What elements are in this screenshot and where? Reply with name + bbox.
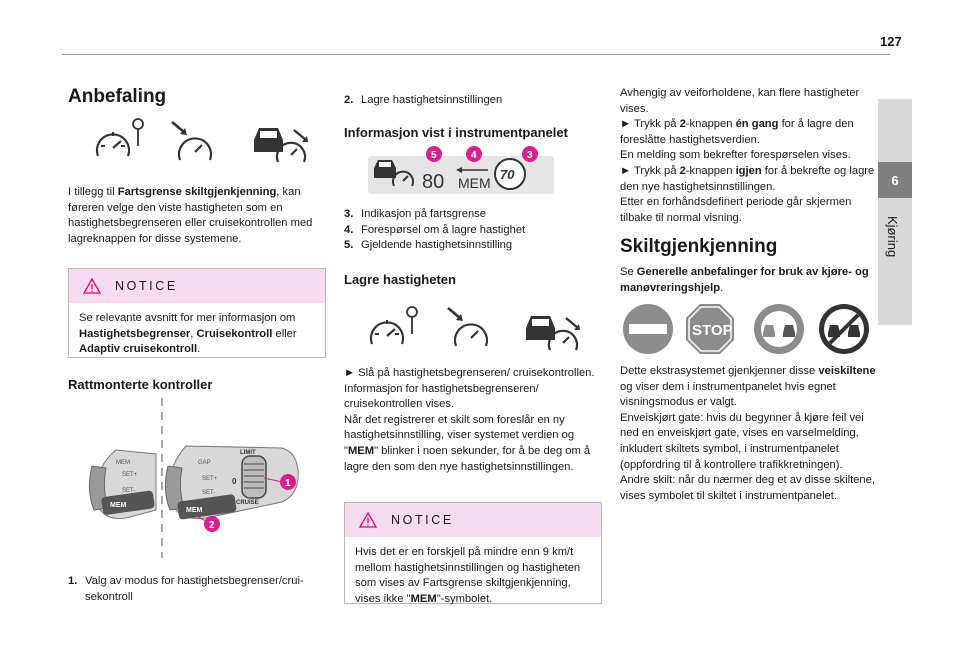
skiltgjenkjenning-body: Dette ekstrasystemet gjenkjenner disse veiskiltene og viser dem i instrumentpanelet hvis egnet visningsmodus er valgt. Enveiskjørt gate: hvis du begynner å kjøre feil vei ned en enveiskjørt gate, vises en varselmelding, inkludert skiltets symbol, i instrumentpanelet (oppfordring til å kontrollere trafikkretningen). Andre skilt: når du nærmer deg et av disse skiltene, vises symbolet til skiltet i instrumentpanelet. <box>620 365 876 502</box>
list-item-1: 1. Valg av modus for hastighetsbegrenser/crui-sekontroll <box>68 575 304 603</box>
steering-lever-illustration <box>86 398 326 558</box>
svg-text:SET-: SET- <box>202 490 216 496</box>
acc-speedometer-icon <box>250 118 312 166</box>
list-item: 4. Forespørsel om å lagre hastighet <box>344 223 526 236</box>
list-item: 5. Gjeldende hastighetsinnstilling <box>344 239 513 252</box>
top-rule <box>62 54 890 55</box>
svg-text:CRUISE: CRUISE <box>236 500 259 506</box>
section-title-anbefaling: Anbefaling <box>68 86 167 107</box>
anbefaling-intro: I tillegg til Fartsgrense skiltgjenkjenning, kan føreren velge den viste hastigheten som en hastighetsbegrenseren eller cruisekontrollen med lagreknappen for disse systemene. <box>68 186 313 245</box>
subtitle-lagre: Lagre hastigheten <box>344 272 456 287</box>
instrument-display-illustration <box>364 146 560 198</box>
subtitle-rattmonterte: Rattmonterte kontroller <box>68 377 213 392</box>
speedometer-set-icon <box>170 120 220 164</box>
road-signs-row <box>620 303 872 355</box>
notice-box-1 <box>68 268 326 358</box>
notice-title: NOTICE <box>115 279 178 293</box>
svg-text:MEM: MEM <box>458 175 491 191</box>
notice-box-2 <box>344 502 602 604</box>
svg-text:MEM: MEM <box>116 460 130 466</box>
svg-text:STOP: STOP <box>692 322 733 339</box>
warning-icon <box>83 278 101 294</box>
list-item-2: 2. Lagre hastighetsinnstillingen <box>344 94 503 106</box>
subtitle-informasjon: Informasjon vist i instrumentpanelet <box>344 125 568 140</box>
list-item: 3. Indikasjon på fartsgrense <box>344 208 487 220</box>
speedometer-mem-icon <box>366 304 422 350</box>
svg-text:MEM: MEM <box>110 502 127 509</box>
section-title-skiltgjenkjenning: Skiltgjenkjenning <box>620 236 778 257</box>
speedometer-mem-icon <box>92 116 148 162</box>
speedometer-set-icon <box>446 306 496 350</box>
svg-text:4: 4 <box>471 150 477 161</box>
acc-speedometer-icon <box>522 306 584 354</box>
chapter-label: Kjøring <box>885 216 900 258</box>
column-3-intro: Avhengig av veiforholdene, kan flere hastigheter vises. ► Trykk på 2-knappen én gang for å lagre den foreslåtte hastighetsverdien. En melding som bekrefter forespørselen vises. ► Trykk på 2-knappen igjen for å bekrefte og lagre den nye hastighetsinnstillingen. Etter en forhåndsdefinert periode går skjermen tilbake til normal visning. <box>620 87 875 224</box>
notice-text: Hvis det er en forskjell på mindre enn 9 km/t mellom hastighetsinnstillingen og hastigheten som vises av Fartsgrense skiltgjenkjenning, vises ikke "MEM"-symbolet. <box>355 546 581 605</box>
svg-text:2: 2 <box>209 520 215 531</box>
svg-text:3: 3 <box>527 150 533 161</box>
svg-text:SET-: SET- <box>122 488 136 494</box>
side-tab-bar <box>878 99 912 325</box>
svg-text:GAP: GAP <box>198 460 211 466</box>
notice-title: NOTICE <box>391 513 454 527</box>
notice-header <box>69 269 325 303</box>
warning-icon <box>359 512 377 528</box>
page-number: 127 <box>880 34 902 49</box>
see-reference: Se Generelle anbefalinger for bruk av kjøre- og manøvreringshjelp. <box>620 266 869 294</box>
svg-text:5: 5 <box>431 150 437 161</box>
notice-header <box>345 503 601 537</box>
svg-text:80: 80 <box>422 171 445 193</box>
chapter-tab[interactable]: 6 <box>878 162 912 198</box>
svg-text:70: 70 <box>500 167 515 182</box>
svg-text:LIMIT: LIMIT <box>240 450 256 456</box>
svg-text:SET+: SET+ <box>122 472 138 478</box>
svg-text:1: 1 <box>285 478 291 489</box>
info-list <box>344 207 602 254</box>
lagre-body: ► Slå på hastighetsbegrenseren/ cruisekontrollen. Informasjon for hastighetsbegrenseren/ cruisekontrollen vises. Når det registrerer et skilt som foreslår en ny hastighetsinnstilling, viser systemet verdien og "MEM" blinker i noen sekunder, for å be deg om å lagre den som den nye hastighetsinnstillingen. <box>344 367 595 473</box>
notice-text: Se relevante avsnitt for mer informasjon om Hastighetsbegrenser, Cruisekontroll eller Adaptiv cruisekontroll. <box>79 312 297 356</box>
svg-text:MEM: MEM <box>186 507 203 514</box>
svg-text:SET+: SET+ <box>202 476 218 482</box>
svg-text:0: 0 <box>232 477 237 486</box>
